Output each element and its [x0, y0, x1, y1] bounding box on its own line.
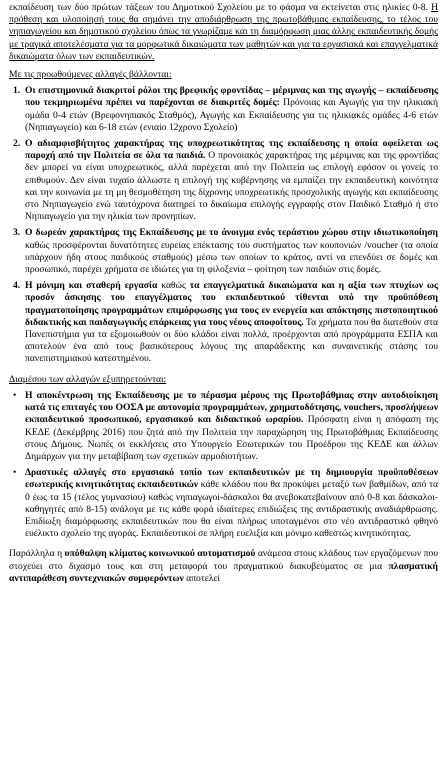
bullet-text	[25, 467, 438, 540]
item-body: Τα χρήματα που θα διατεθούν στα Πανεπιστήμια για τα εξομοιωθούν οι δύο κλάδοι είναι πολλά, προέρχονται από προγράμματα ΕΣΠΑ και αποτελούν ένα από τους βασικότερους λόγους της απαράδεκτης και συναινετικής στάσης του πανεπιστημιακού κατεστημένου.	[25, 316, 438, 365]
closing-bold-1: υπόθαλψη κλίματος κοινωνικού αυτοματισμού	[64, 548, 256, 560]
item-body: καθώς προσφέρονται δυνατότητες ευρείας επέκτασης του συστήματος των κουπονιών /voucher (τα οποία υπάρχουν ήδη στους παιδικούς σταθμούς) μέσω των οποίων το κράτος, αντί να επενδύει σε δομές και προσωπικό, παρέχει χρήματα σε ιδιώτες για τη φιλοξενία – φοίτηση των παιδιών στις δομές.	[25, 239, 438, 276]
intro-paragraph	[9, 2, 438, 63]
bullet-item	[9, 390, 438, 463]
item-number: 4.	[13, 280, 21, 292]
bullet-body: κάθε κλάδου που θα προκύψει μεταξύ των βαθμίδων, από τα 0 έως τα 15 (τέλος γυμνασίου) καθώς νηπιαγωγοί-δάσκαλοι θα ανεβοκατεβαίνουν από 0-8 και δάσκαλοι- καθηγητές από 8-15) ανάλογα με τις κάθε φορά ιδιαίτερες επιδιώξεις της αντιδραστικής αναδιάρθρωσης. Επιδίωξη διαμόρφωσης εκπαιδευτικών που θα είναι πλήρως υποταγμένοι στο νέο αντιδραστικό φθηνό ευέλικτο σχολείο της αγοράς. Εκπαιδευτικοί σε πλήρη ευελιξία και μόνιμο καθεστώς κινητικότητας.	[25, 479, 438, 540]
item-bold: Η μόνιμη και σταθερή εργασία	[25, 280, 158, 292]
bullet-icon: •	[13, 389, 17, 401]
item-bold-2: τα επαγγελματικά δικαιώματα και η αξία των πτυχίων ως προσόν άσκησης του επαγγέλματος του εκπαιδευτικού τίθενται υπό την προϋπόθεση πραγματοποίησης προγραμμάτων επιμόρφωσης για τους εν ενεργεία και απόκτησης πιστοποιητικού διδακτικής και παιδαγωγικής επάρκειας για τους νέους αποφοίτους.	[25, 280, 439, 328]
item-bold: Ο δωρεάν χαρακτήρας της Εκπαίδευσης με το άνοιγμα ενός τεράστιου χώρου στην ιδιωτικοποίηση	[25, 227, 438, 239]
item-bold: Ο αδιαμφισβήτητος χαρακτήρας της υποχρεωτικότητας της εκπαίδευσης η οποία οφείλεται ως παροχή από την Πολιτεία σε όλα τα παιδιά.	[25, 138, 438, 162]
closing-text-1: Παράλληλα η	[9, 548, 65, 560]
section2-heading: Διαμέσου των αλλαγών εξυπηρετούνται:	[9, 373, 167, 385]
bullet-icon: •	[13, 467, 17, 479]
item-number: 2.	[13, 138, 21, 150]
closing-paragraph	[9, 548, 438, 585]
bullet-body: Πρόσφατη είναι η απόφαση της ΚΕΔΕ (Δεκέμβρης 2016) που ζητά από την Πολιτεία την παραχώρηση της Πρωτοβάθμιας Εκπαίδευσης στους Δήμους. Νωπές οι εκκλήσεις στο Υπουργείο Εσωτερικών του Προέδρου της ΚΕΔΕ και άλλων Δημάρχων για την μεταβίβαση των σχετικών αρμοδιοτήτων.	[25, 414, 439, 462]
list-item	[9, 227, 438, 276]
closing-bold-2: πλασματική αντιπαράθεση συντεχνιακών συμφερόντων	[9, 560, 438, 584]
item-text	[25, 85, 438, 134]
item-text	[25, 227, 438, 276]
item-text	[25, 138, 438, 223]
closing-text-3: αποτελεί	[183, 572, 220, 584]
intro-text: εκπαίδευση των δύο πρώτων τάξεων του Δημοτικού Σχολείου με το φάσμα να εκτείνεται στις ηλικίες 0-8.	[9, 2, 428, 13]
item-number: 1.	[13, 85, 21, 97]
list-item	[9, 280, 438, 365]
list-item	[9, 85, 438, 134]
item-bold: Οι επιστημονικά διακριτοί ρόλοι της βρεφικής φροντίδας – μέριμνας και της αγωγής – εκπαίδευσης που τεκμηριωμένα πρέπει να παρέχονται σε διακριτές δομές:	[25, 85, 438, 109]
item-mid: καθώς	[157, 280, 190, 292]
closing-text-2: ανάμεσα στους κλάδους των εργαζόμενων που στοχεύει στο διχασμό τους και στη μεταφορά του πραγματικού διακυβεύματος σε μια	[9, 548, 439, 572]
section2-list	[9, 390, 438, 540]
intro-underlined-text: Η πρόθεση και υλοποίησή τους θα σημάνει την αποδιάρθρωση της πρωτοβάθμιας εκπαίδευσης, το τέλος του νηπιαγωγείου και δημοτικού σχολείου όπως τα γνωρίζαμε και τη διαμόρφωση μιας άλλης εκπαιδευτικής δομής με τραγικά αποτελέσματα για τα μορφωτικά δικαιώματα των μαθητών και για τα εργασιακά και επαγγελματικά δικαιώματα όλων των εκπαιδευτικών.	[9, 2, 438, 62]
list-item	[9, 138, 438, 223]
item-number: 3.	[13, 227, 21, 239]
section1-heading: Με τις προωθούμενες αλλαγές βάλλονται:	[9, 69, 172, 81]
bullet-bold: Δραστικές αλλαγές στο εργασιακό τοπίο των εκπαιδευτικών με τη δημιουργία προϋποθέσεων εσωτερικής κινητικότητας εκπαιδευτικών	[25, 467, 438, 491]
item-text	[25, 280, 438, 365]
item-body: Ο προνοιακός χαρακτήρας της μέριμνας και της φροντίδας δεν μπορεί να είναι υποχρεωτικός, αλλά παρέχεται από την Πολιτεία ως επιλογή εφόσον οι γονείς το επιθυμούν. Δεν είναι τυχαίο άλλωστε η επιλογή της κυβέρνησης να εμπαίζει την εκπαιδευτική κοινότητα και την κοινωνία με τη μη θεσμοθέτηση της δίχρονης υποχρεωτικής προσχολικής αγωγής και εκπαίδευσης στο Νηπιαγωγείο ενώ ταυτόχρονα διατηρεί το δικαίωμα επιλογής εγγραφής στον Παιδικό Σταθμό ή στο Νηπιαγωγείο για την ηλικία των προνηπίων.	[25, 150, 438, 223]
bullet-text	[25, 390, 438, 463]
bullet-item	[9, 467, 438, 540]
bullet-bold: Η αποκέντρωση της Εκπαίδευσης με το πέρασμα μέρους της Πρωτοβάθμιας στην αυτοδιοίκηση κατά τις επιταγές του ΟΟΣΑ με αυτονομία προγραμμάτων, χρηματοδότησης, vouchers, προσλήψεων εκπαιδευτικού προσωπικού, εργασιακού και διδακτικού ωραρίου.	[25, 389, 438, 426]
section1-list	[9, 85, 438, 365]
item-body: Πρόνοιας και Αγωγής για την ηλικιακή ομάδα 0-4 ετών (Βρεφονηπιακός Σταθμός), Αγωγής και Εκπαίδευσης για τις ηλικιακές ομάδες 4-6 ετών (Νηπιαγωγείο) και 6-18 ετών (ενιαίο 12χρονο Σχολείο)	[25, 97, 438, 133]
